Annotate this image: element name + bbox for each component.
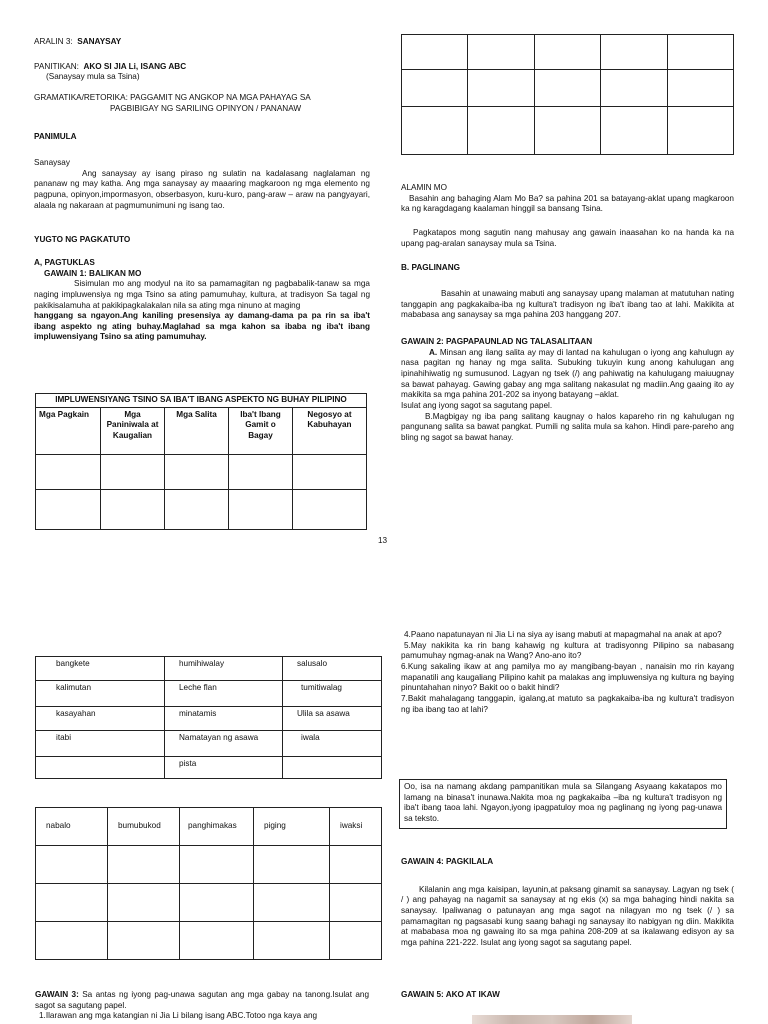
lesson-header (34, 37, 370, 343)
word-cell: minatamis (165, 707, 283, 731)
table-cell[interactable] (36, 454, 101, 489)
pagkatapos-body: Pagkatapos mong sagutin nang mahusay ang gawain inaasahan ko na handa ka na upang pag-aralan sanaysay mula sa Tsina. (401, 227, 734, 248)
aralin-label: ARALIN 3: (34, 37, 73, 46)
table-cell[interactable] (293, 454, 367, 489)
gawain2-b-body: B.Magbigay ng iba pang salitang kaugnay o halos kapareho rin ng kahulugan ng pangunang salita sa bawat pangkat. Pumili ng salita mula sa kahon. Hindi pare-pareho ang bling ng sagot sa bawat hanay. (401, 411, 734, 442)
panitikan-title: AKO SI JIA Li, ISANG ABC (83, 61, 187, 71)
word-cell: Ulila sa asawa (283, 707, 382, 731)
table-header: Mga Paniniwala at Kaugalian (101, 407, 165, 454)
gawain1-bold: hanggang sa ngayon.Ang kaniling presensiya ay damang-dama pa pa rin sa iba't ibang aspekto ng ating buhay.Maglahad sa mga kahon sa ibaba ng iba't ibang impluwensiyang Tsino sa ating pamumuhay. (34, 311, 370, 342)
paglinang-heading: B. PAGLINANG (401, 263, 460, 273)
word-cell: salusalo (283, 657, 382, 681)
answer-header: panghimakas (180, 808, 254, 846)
table-cell[interactable] (101, 489, 165, 529)
influence-table-title: IMPLUWENSIYANG TSINO SA IBA'T IBANG ASPEKTO NG BUHAY PILIPINO (36, 394, 367, 408)
answer-cell[interactable] (36, 846, 108, 884)
gawain5-heading: GAWAIN 5: AKO AT IKAW (401, 990, 500, 999)
answer-cell[interactable] (330, 922, 382, 960)
word-cell: pista (165, 757, 283, 779)
word-cell: Leche flan (165, 681, 283, 707)
gawain3-label: GAWAIN 3: (35, 990, 79, 999)
reflection-box: Oo, isa na namang akdang pampanitikan mula sa Silangang Asyaang kakatapos mo lamang na binasa't inunawa.Nakita moa ng pagkakaiba –iba ng kultura't tradisyon ng iba't ibang taoa lahi. Ngayon,iyong ipagpatuloy moa ng paglinang ng iyong pag-unawa sa teksto. (399, 779, 727, 829)
answer-cell[interactable] (330, 846, 382, 884)
isulat-line: Isulat ang iyong sagot sa sagutang papel. (401, 400, 553, 410)
table-cell[interactable] (101, 454, 165, 489)
illustration-photo (472, 1015, 632, 1024)
grid-cell[interactable] (601, 70, 667, 107)
answer-cell[interactable] (36, 884, 108, 922)
answer-cell[interactable] (180, 884, 254, 922)
answer-cell[interactable] (254, 884, 330, 922)
gawain3-question1: 1.Ilarawan ang mga katangian ni Jia Li bilang isang ABC.Totoo nga kaya ang (39, 1011, 318, 1021)
gawain4-section (401, 857, 734, 949)
alamin-heading: ALAMIN MO (401, 183, 447, 192)
table-cell[interactable] (36, 489, 101, 529)
gramatika-line1: GRAMATIKA/RETORIKA: PAGGAMIT NG ANGKOP NA MGA PAHAYAG SA (34, 92, 311, 102)
grid-cell[interactable] (402, 70, 468, 107)
right-top-text (401, 183, 734, 443)
pagtuklas-heading: A, PAGTUKLAS (34, 257, 95, 267)
grid-cell[interactable] (601, 107, 667, 155)
answer-cell[interactable] (36, 922, 108, 960)
answer-cell[interactable] (108, 922, 180, 960)
answer-cell[interactable] (254, 922, 330, 960)
answer-header: iwaksi (330, 808, 382, 846)
answer-header: nabalo (36, 808, 108, 846)
table-cell[interactable] (293, 489, 367, 529)
grid-cell[interactable] (402, 107, 468, 155)
grid-cell[interactable] (534, 35, 600, 70)
table-cell[interactable] (165, 489, 229, 529)
blank-grid (401, 34, 734, 155)
answer-cell[interactable] (108, 846, 180, 884)
table-header: Mga Salita (165, 407, 229, 454)
answer-table (35, 807, 382, 960)
grid-cell[interactable] (468, 35, 534, 70)
answer-cell[interactable] (330, 884, 382, 922)
gawain3-section (35, 990, 369, 1022)
table-header: Mga Pagkain (36, 407, 101, 454)
grid-cell[interactable] (534, 107, 600, 155)
word-choice-table (35, 656, 382, 779)
word-cell: tumitiwalag (283, 681, 382, 707)
gawain1-body: Sisimulan mo ang modyul na ito sa pamamagitan ng pagbabalik-tanaw sa mga naging impluwensiya ng mga Tsino sa ating pamumuhay, kultura, at tradisyon Sa tagal ng pakikisalamuha at pakikipagkalakalan nila sa ating mga ninuno at maging (34, 279, 370, 310)
word-cell: kasayahan (36, 707, 165, 731)
page-number: 13 (378, 536, 388, 545)
word-cell (283, 757, 382, 779)
table-header: Negosyo at Kabuhayan (293, 407, 367, 454)
question-item: 7.Bakit mahalagang tanggapin, igalang,at matuto sa pagkakaiba-iba ng kultura't tradisyon ng iba ibang tao at lahi? (401, 693, 734, 714)
panitikan-subtitle: (Sanaysay mula sa Tsina) (46, 72, 140, 82)
aralin-title: SANAYSAY (77, 37, 122, 46)
grid-cell[interactable] (534, 70, 600, 107)
question-item: 5.May nakikita ka rin bang kahawig ng kultura at tradisyonng Pilipino sa nabasang pamumuhay ngmag-anak na Wang? Ano-ano ito? (401, 640, 734, 661)
gawain4-heading: GAWAIN 4: PAGKILALA (401, 857, 494, 866)
word-cell (36, 757, 165, 779)
answer-cell[interactable] (180, 846, 254, 884)
gawain4-body: Kilalanin ang mga kaisipan, layunin,at paksang ginamit sa sanaysay. Lagyan ng tsek ( / ) ang pahayag na nagamit sa sanaysay at ng ekis (x) sa mga bahaging hindi nakita sa sanaysay. Ipaliwanag o patunayan ang mga sagot na nilagyan mo ng tsek (/ ) sa pamamagitan ng pagsasabi kung saang bahagi ng sanaysay ito nabigyan ng diin. Makikita at mababasa moa ng gawaing ito sa mga pahina 208-209 at sa ikalawang edisyon ay sa mga pahina 221-222. Isulat ang iyong sagot sa sagutang papel. (401, 884, 734, 947)
questions-list (401, 630, 734, 715)
question-item: 6.Kung sakaling ikaw at ang pamilya mo ay mangibang-bayan , nanaisin mo rin kayang mapanatili ang kaugaliang Pilipino kahit pa malakas ang impluwensiya ng kultura ng baying pinuntahahan ninyo? Bakit oo o bakit hindi? (401, 661, 734, 693)
grid-cell[interactable] (601, 35, 667, 70)
grid-cell[interactable] (468, 70, 534, 107)
word-cell: itabi (36, 731, 165, 757)
grid-cell[interactable] (468, 107, 534, 155)
table-cell[interactable] (229, 454, 293, 489)
answer-header: bumubukod (108, 808, 180, 846)
gawain2-a-body: Minsan ang ilang salita ay may di lantad na kahulugan o iyong ang kahulugn ay nasa pagitan ng hanay ng mga salita. Subuking tukuyin kung anong kahulugan ang ipinahihiwatig ng sumusunod. Lagyan ng tsek (/) ang pahiwatig na kahulugang maiuugnay sa bawat pahayag. Gawing gabay ang mga salitang nakasulat ng madiin.Ang gaaing ito ay makikita sa mga pahina 201-202 sa inyong batayang –aklat. (401, 347, 734, 400)
grid-cell[interactable] (667, 107, 733, 155)
grid-cell[interactable] (667, 35, 733, 70)
question-item: 4.Paano napatunayan ni Jia Li na siya ay isang mabuti at mapagmahal na anak at apo? (404, 630, 722, 639)
table-cell[interactable] (165, 454, 229, 489)
gawain2-a-label: A. (429, 347, 438, 357)
sanaysay-body: Ang sanaysay ay isang piraso ng sulatin na kadalasang naglalaman ng pananaw ng may katha. Ang mga sanaysay ay maaaring magkaroon ng mga elemento ng pagpuna, opinyon,impormasyon, obserbasyon, kuru-kuro, pang-araw – araw na pangyayari, alaala ng nakaraan at pagmumunimuni ng isang tao. (34, 168, 370, 210)
answer-cell[interactable] (108, 884, 180, 922)
gawain2-heading: GAWAIN 2: PAGPAPAUNLAD NG TALASALITAAN (401, 336, 593, 346)
table-cell[interactable] (229, 489, 293, 529)
gawain3-body: Sa antas ng iyong pag-unawa sagutan ang mga gabay na tanong.Isulat ang sagot sa sagutang papel. (35, 990, 369, 1010)
panimula-heading: PANIMULA (34, 132, 77, 142)
table-header: Iba't Ibang Gamit o Bagay (229, 407, 293, 454)
influence-table (35, 393, 367, 530)
word-cell: kalimutan (36, 681, 165, 707)
answer-header: piging (254, 808, 330, 846)
word-cell: iwala (283, 731, 382, 757)
answer-cell[interactable] (254, 846, 330, 884)
grid-cell[interactable] (402, 35, 468, 70)
sanaysay-label: Sanaysay (34, 157, 70, 167)
answer-cell[interactable] (180, 922, 254, 960)
paglinang-body: Basahin at unawaing mabuti ang sanaysay upang malaman at matutuhan nating tanggapin ang pagkakaiba-iba ng kultura't tradisyon ng iba't ibang tao at lahi. Makikita at mababasa ang sanaysay sa mga pahina 203 hanggang 207. (401, 288, 734, 320)
gawain1-heading: GAWAIN 1: BALIKAN MO (44, 268, 142, 278)
panitikan-label: PANITIKAN: (34, 61, 79, 71)
gramatika-line2: PAGBIBIGAY NG SARILING OPINYON / PANANAW (110, 103, 302, 113)
yugto-heading: YUGTO NG PAGKATUTO (34, 235, 131, 245)
word-cell: Namatayan ng asawa (165, 731, 283, 757)
grid-cell[interactable] (667, 70, 733, 107)
word-cell: humihiwalay (165, 657, 283, 681)
alamin-body: Basahin ang bahaging Alam Mo Ba? sa pahina 201 sa batayang-aklat upang magkaroon ka ng karagdagang kaalaman hinggil sa bansang Tsina. (401, 193, 734, 214)
word-cell: bangkete (36, 657, 165, 681)
